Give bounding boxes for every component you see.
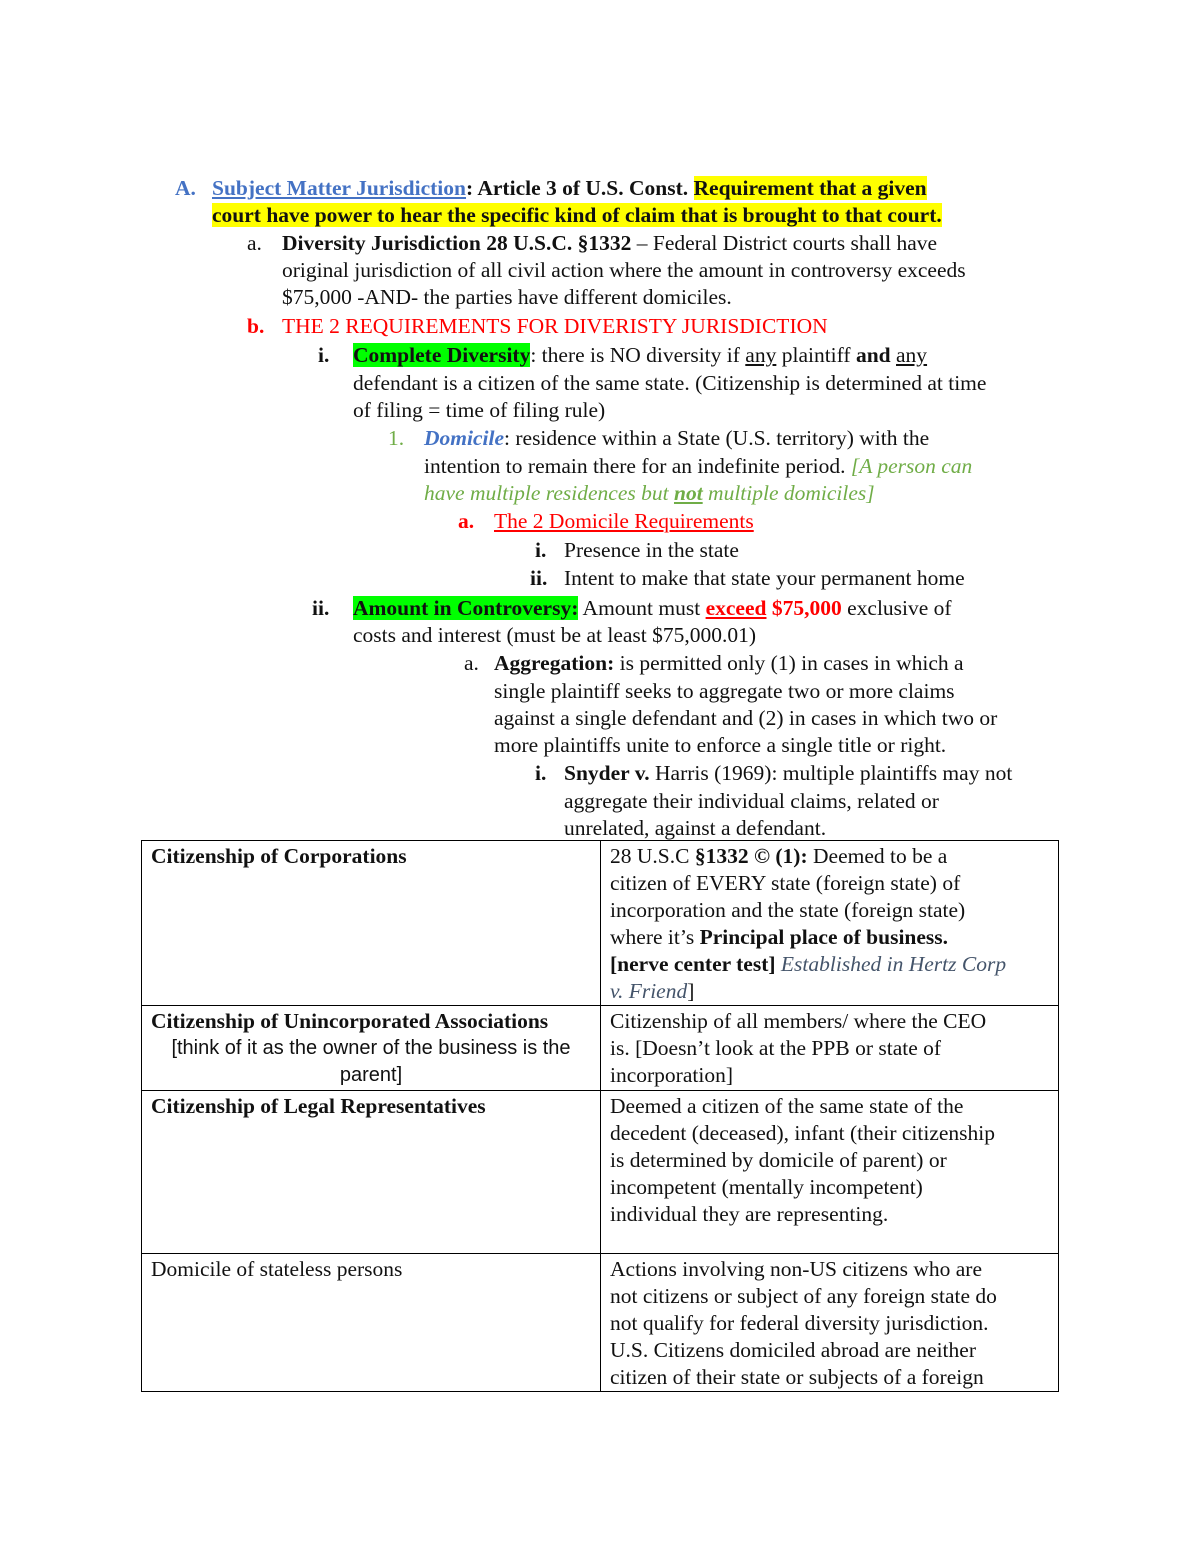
amount-text: Amount must <box>578 596 706 620</box>
not-emphasis: not <box>673 481 703 505</box>
item-b-marker: b. <box>247 314 265 338</box>
corp-def-line3: incorporation and the state (foreign state) <box>610 898 966 922</box>
item-a-line2: original jurisdiction of all civil action where the amount in controversy exceeds <box>282 258 966 282</box>
any-plaintiff: any <box>745 343 777 367</box>
domicile-line2 <box>424 453 972 480</box>
table-row <box>142 1254 1059 1392</box>
domicile-reqs-title: The 2 Domicile Requirements <box>494 509 754 533</box>
nerve-center-test: [nerve center test] <box>610 952 776 976</box>
domicile-req-marker: i. <box>535 538 547 562</box>
stateless-def-line1: Actions involving non-US citizens who are <box>610 1257 983 1281</box>
aggregation-label: Aggregation: <box>494 651 615 675</box>
domicile-req-marker: ii. <box>530 566 548 590</box>
domicile-note-cont: have multiple residences but <box>424 481 674 505</box>
item-a-line1 <box>282 230 937 257</box>
section-a-requirement: Requirement that a given <box>693 176 927 200</box>
table-cell-definition <box>601 841 1059 1006</box>
snyder-case: Snyder v. <box>564 761 650 785</box>
table-cell-label <box>142 1254 601 1392</box>
amount-text-2: exclusive of <box>841 596 952 620</box>
section-a-heading <box>212 175 927 202</box>
corp-def-line2: citizen of EVERY state (foreign state) of <box>610 871 961 895</box>
aggregation-line4: more plaintiffs unite to enforce a single title or right. <box>494 733 947 757</box>
row-label-legal-representatives: Citizenship of Legal Representatives <box>151 1094 486 1118</box>
domicile-definition: : residence within a State (U.S. territory) with the <box>504 426 930 450</box>
unincorporated-def-line3: incorporation] <box>610 1063 733 1087</box>
corp-def-line5 <box>610 951 1049 978</box>
corp-statute: §1332 © (1): <box>694 844 808 868</box>
complete-diversity-label: Complete Diversity <box>353 343 531 367</box>
table-row <box>142 1006 1059 1091</box>
hertz-citation-cont: v. Friend <box>610 979 688 1003</box>
item-a-text: – Federal District courts shall have <box>631 231 938 255</box>
domicile-line3 <box>424 480 875 507</box>
domicile-note: [A person can <box>850 454 973 478</box>
table-row <box>142 841 1059 1006</box>
aggregation-line1 <box>494 650 964 677</box>
amount-line1 <box>353 595 952 622</box>
legal-rep-def-line4: incompetent (mentally incompetent) <box>610 1175 923 1199</box>
stateless-def-line5: citizen of their state or subjects of a foreign <box>610 1365 984 1389</box>
unincorporated-note: [think of it as the owner of the business is the <box>171 1037 571 1059</box>
snyder-line3: unrelated, against a defendant. <box>564 816 827 840</box>
snyder-marker: i. <box>535 761 547 785</box>
domicile-reqs-marker: a. <box>458 509 475 533</box>
item-a-marker: a. <box>247 231 262 255</box>
corp-statute-prefix: 28 U.S.C <box>610 844 695 868</box>
snyder-line1 <box>564 760 1012 787</box>
complete-diversity-marker: i. <box>318 343 330 367</box>
unincorporated-def-line2: is. [Doesn’t look at the PPB or state of <box>610 1036 942 1060</box>
amount-marker: ii. <box>312 596 330 620</box>
complete-diversity-text-2: plaintiff <box>776 343 856 367</box>
section-a-article: Article 3 of U.S. Const. <box>473 176 694 200</box>
section-a-heading-line2 <box>212 202 942 229</box>
corp-def-text: Deemed to be a <box>807 844 948 868</box>
section-a-colon: : <box>466 176 474 200</box>
aggregation-text: is permitted only (1) in cases in which a <box>614 651 964 675</box>
domicile-marker: 1. <box>388 426 405 450</box>
domicile-req-item: Presence in the state <box>564 538 739 562</box>
and-emphasis: and <box>855 343 891 367</box>
table-cell-definition <box>601 1254 1059 1392</box>
aggregation-line3: against a single defendant and (2) in cases in which two or <box>494 706 998 730</box>
amount-line2: costs and interest (must be at least $75,000.01) <box>353 623 757 647</box>
principal-place-of-business: Principal place of business. <box>699 925 949 949</box>
item-a-title: Diversity Jurisdiction 28 U.S.C. §1332 <box>282 231 632 255</box>
stateless-def-line3: not qualify for federal diversity jurisdiction. <box>610 1311 989 1335</box>
table-cell-label <box>142 841 601 1006</box>
complete-diversity-line2: defendant is a citizen of the same state. (Citizenship is determined at time <box>353 371 987 395</box>
aggregation-marker: a. <box>464 651 479 675</box>
section-a-title: Subject Matter Jurisdiction <box>212 176 466 200</box>
amount-value: $75,000 <box>771 596 842 620</box>
complete-diversity-text: : there is NO diversity if <box>530 343 746 367</box>
item-b-title: THE 2 REQUIREMENTS FOR DIVERISTY JURISDICTION <box>282 314 828 338</box>
corp-def-text-4: where it’s <box>610 925 700 949</box>
item-a-line3: $75,000 -AND- the parties have different domiciles. <box>282 285 732 309</box>
domicile-req-item: Intent to make that state your permanent home <box>564 566 965 590</box>
citizenship-table <box>141 840 1059 1392</box>
domicile-note-end: multiple domiciles] <box>702 481 875 505</box>
section-a-marker: A. <box>175 176 196 200</box>
unincorporated-def-line1: Citizenship of all members/ where the CEO <box>610 1009 987 1033</box>
legal-rep-def-line5: individual they are representing. <box>610 1202 889 1226</box>
domicile-line1 <box>424 425 929 452</box>
snyder-text: Harris (1969): multiple plaintiffs may not <box>649 761 1013 785</box>
any-defendant: any <box>896 343 928 367</box>
corp-def-line1 <box>610 843 1049 870</box>
exceed-emphasis: exceed <box>705 596 767 620</box>
table-cell-label <box>142 1006 601 1091</box>
table-row <box>142 1091 1059 1254</box>
corp-def-line6 <box>610 978 1049 1005</box>
aggregation-line2: single plaintiff seeks to aggregate two or more claims <box>494 679 955 703</box>
row-label-corporations: Citizenship of Corporations <box>151 844 407 868</box>
complete-diversity-line3: of filing = time of filing rule) <box>353 398 606 422</box>
stateless-def-line4: U.S. Citizens domiciled abroad are neither <box>610 1338 976 1362</box>
legal-rep-def-line3: is determined by domicile of parent) or <box>610 1148 947 1172</box>
table-cell-definition <box>601 1006 1059 1091</box>
bracket-close: ] <box>687 979 695 1003</box>
legal-rep-def-line1: Deemed a citizen of the same state of the <box>610 1094 964 1118</box>
row-label-stateless-persons: Domicile of stateless persons <box>151 1257 403 1281</box>
legal-rep-def-line2: decedent (deceased), infant (their citizenship <box>610 1121 996 1145</box>
snyder-line2: aggregate their individual claims, related or <box>564 789 939 813</box>
section-a-requirement-cont: court have power to hear the specific kind of claim that is brought to that court. <box>212 203 942 227</box>
complete-diversity-line1 <box>353 342 927 369</box>
table-cell-definition <box>601 1091 1059 1254</box>
domicile-definition-cont: intention to remain there for an indefinite period. <box>424 454 851 478</box>
domicile-term: Domicile <box>424 426 505 450</box>
corp-def-line4 <box>610 924 1049 951</box>
unincorporated-note-cont: parent] <box>339 1064 403 1086</box>
hertz-citation: Established in Hertz Corp <box>775 952 1007 976</box>
row-label-unincorporated: Citizenship of Unincorporated Associations <box>151 1009 549 1033</box>
stateless-def-line2: not citizens or subject of any foreign state do <box>610 1284 997 1308</box>
amount-label: Amount in Controversy: <box>353 596 579 620</box>
table-cell-label <box>142 1091 601 1254</box>
